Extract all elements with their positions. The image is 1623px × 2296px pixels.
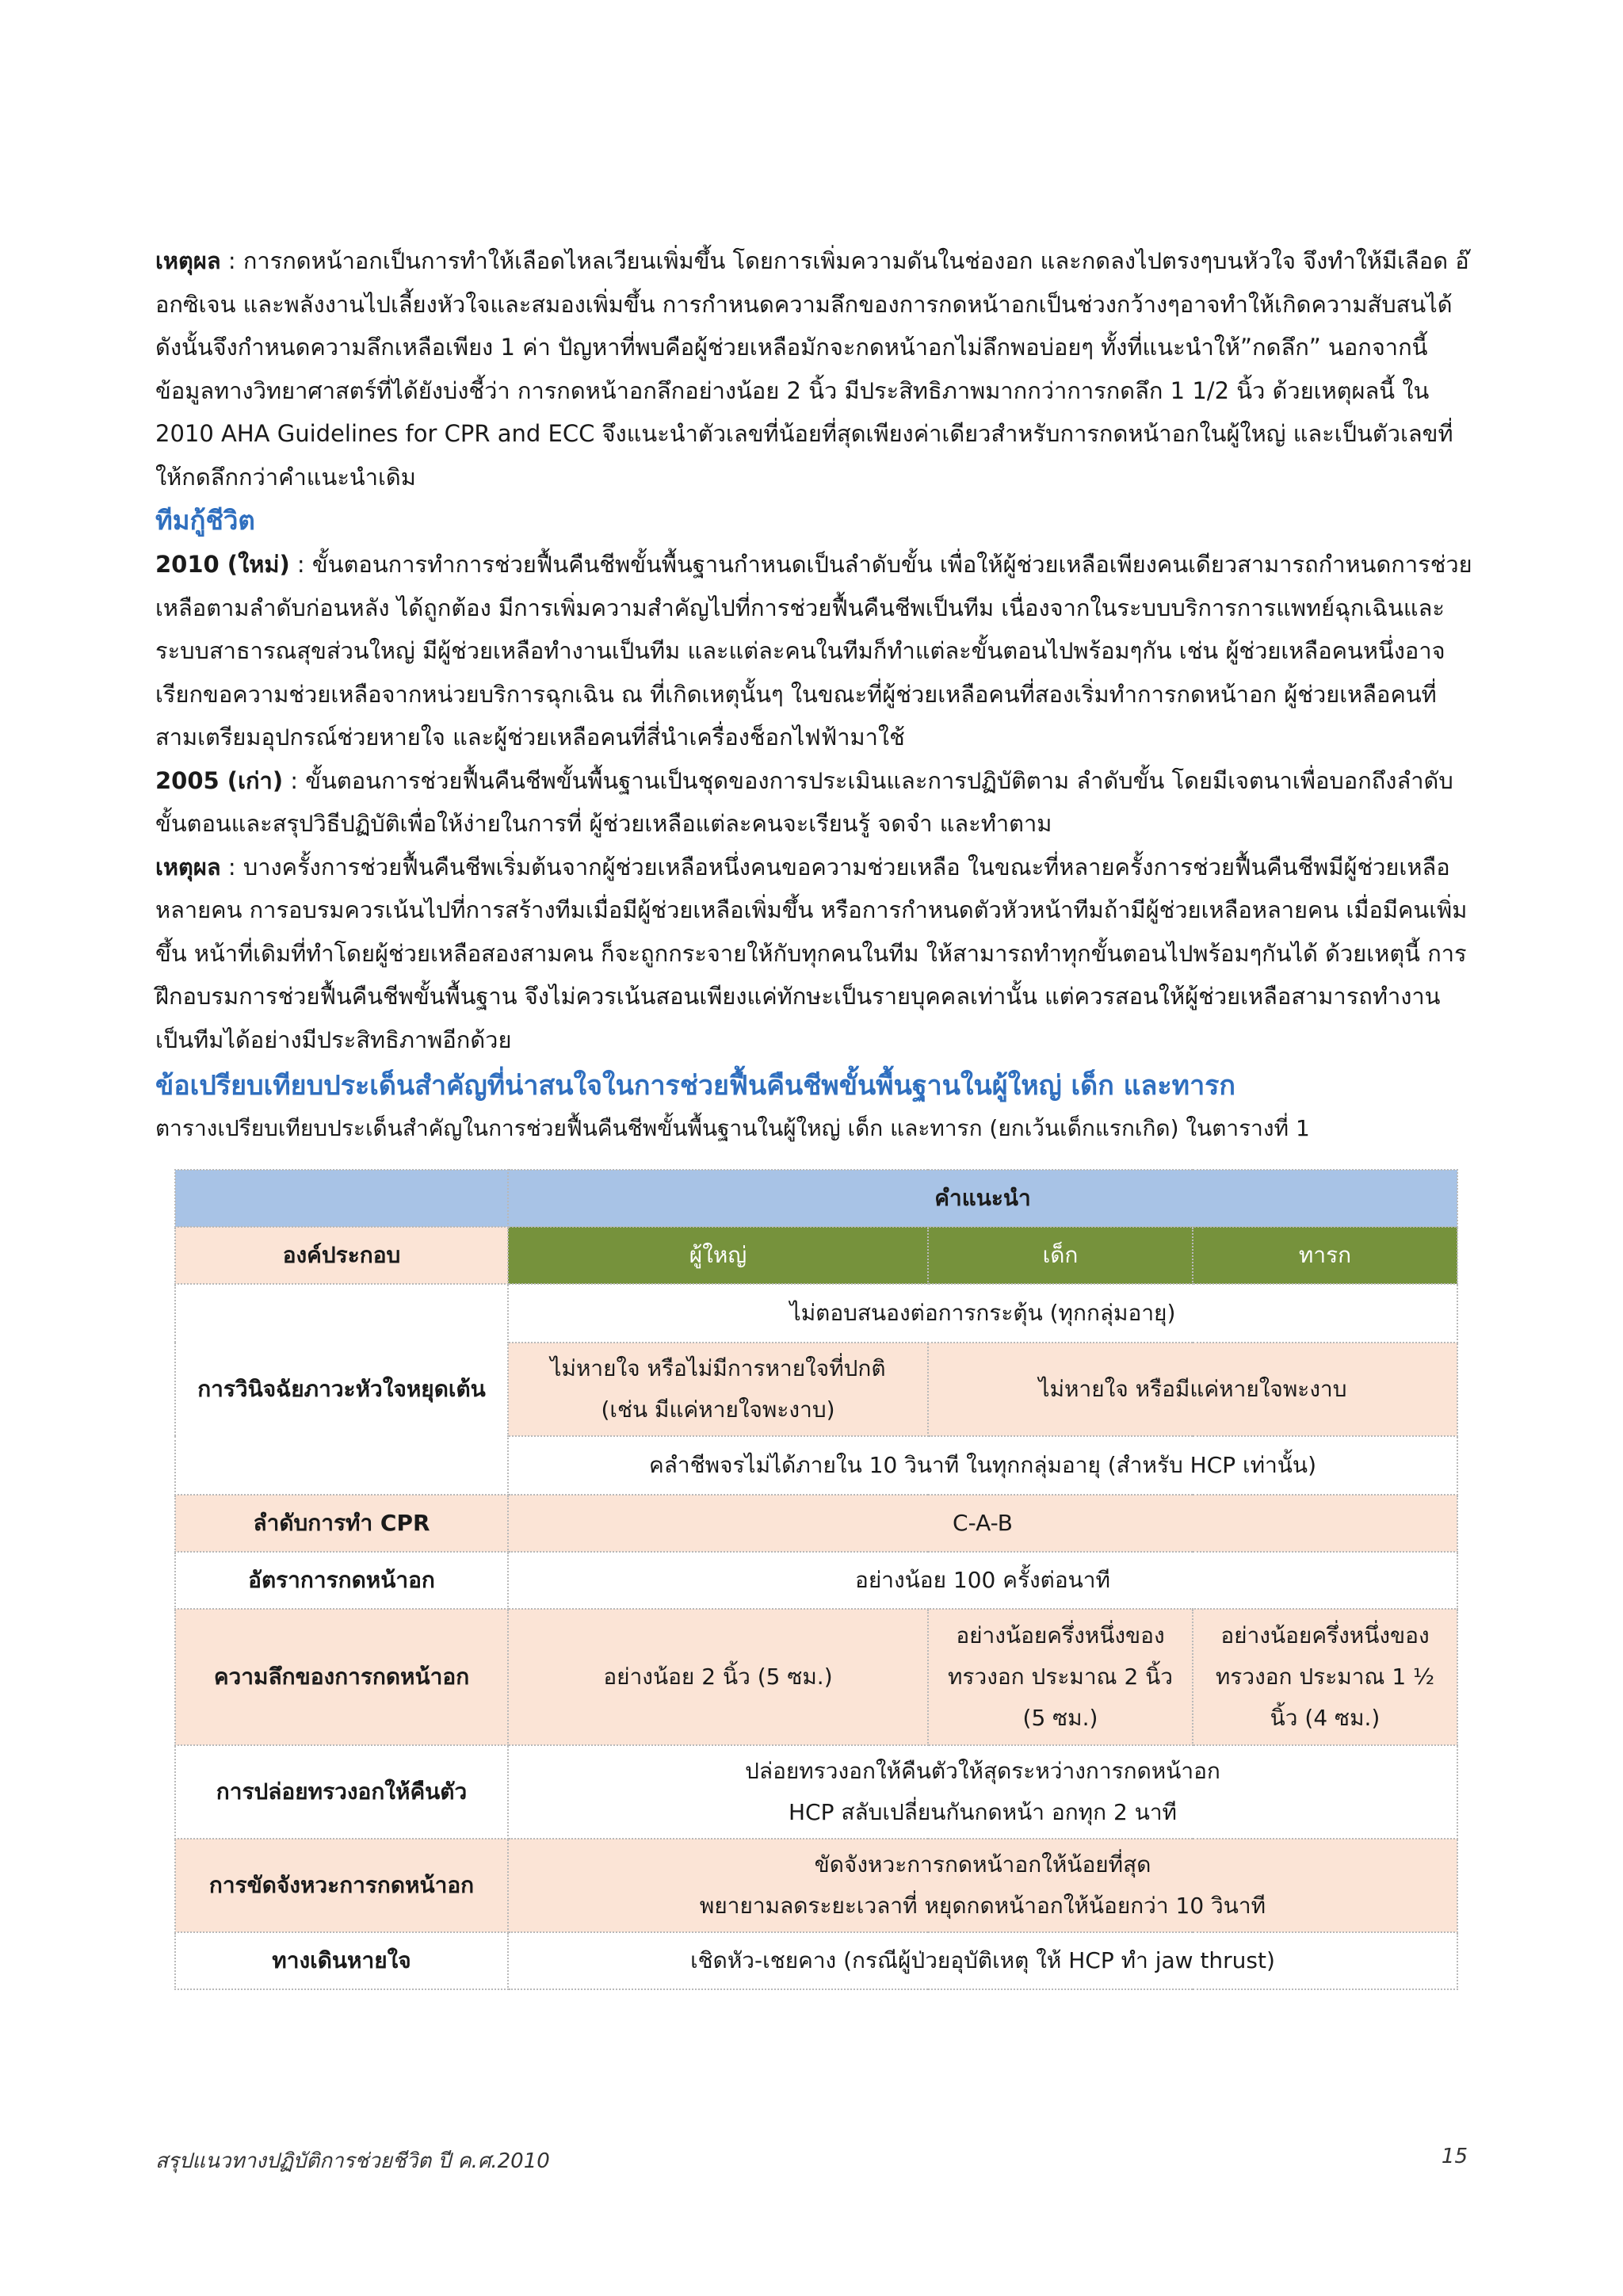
team-new-text: : ขั้นตอนการทำการช่วยฟื้นคืนชีพขั้นพื้นฐานกำหนดเป็นลำดับขั้น เพื่อให้ผู้ช่วยเหลือเพียงคนเดียวสามารถกำหนดการช่วยเหลือตามลำดับก่อนหลัง ได้ถูกต้อง มีการเพิ่มความสำคัญไปที่การช่วยฟื้นคืนชีพเป็นทีม เนื่องจากในระบบบริการการแพทย์ฉุกเฉินและระบบสาธารณสุขส่วนใหญ่ มีผู้ช่วยเหลือทำงานเป็นทีม และแต่ละคนในทีมก็ทำแต่ละขั้นตอนไปพร้อมๆกัน เช่น ผู้ช่วยเหลือคนหนึ่งอาจเรียกขอความช่วยเหลือจากหน่วยบริการฉุกเฉิน ณ ที่เกิดเหตุนั้นๆ ในขณะที่ผู้ช่วยเหลือคนที่สองเริ่มทำการกดหน้าอก ผู้ช่วยเหลือคนที่สามเตรียมอุปกรณ์ช่วยหายใจ และผู้ช่วยเหลือคนที่สี่นำเครื่องช็อกไฟฟ้ามาใช้	[155, 551, 1472, 751]
table-intro: ตารางเปรียบเทียบประเด็นสำคัญในการช่วยฟื้นคืนชีพขั้นพื้นฐานในผู้ใหญ่ เด็ก และทารก (ยกเว้นเด็กแรกเกิด) ในตารางที่ 1	[155, 1115, 1310, 1141]
interrupt-line2: พยายามลดระยะเวลาที่ หยุดกดหน้าอกให้น้อยกว่า 10 วินาที	[699, 1893, 1266, 1919]
row-label-rate: อัตราการกดหน้าอก	[175, 1552, 508, 1609]
comparison-table	[174, 1169, 1458, 1990]
header-component: องค์ประกอบ	[175, 1227, 508, 1284]
depth-child-line3: (5 ซม.)	[1022, 1705, 1098, 1731]
row-label-diagnosis: การวินิจฉัยภาวะหัวใจหยุดเต้น	[175, 1284, 508, 1495]
row-label-sequence: ลำดับการทำ CPR	[175, 1495, 508, 1552]
team-new-label: 2010 (ใหม่)	[155, 551, 290, 578]
recoil-line2: HCP สลับเปลี่ยนกันกดหน้า อกทุก 2 นาที	[788, 1799, 1178, 1825]
interrupt-value	[508, 1839, 1457, 1932]
header-adult: ผู้ใหญ่	[508, 1227, 928, 1284]
depth-adult: อย่างน้อย 2 นิ้ว (5 ซม.)	[508, 1609, 928, 1745]
airway-value: เชิดหัว-เชยคาง (กรณีผู้ป่วยอุบัติเหตุ ให้ HCP ทำ jaw thrust)	[508, 1932, 1457, 1989]
page-number: 15	[1441, 2145, 1468, 2168]
reason-label: เหตุผล	[155, 247, 221, 274]
team-old-paragraph	[155, 759, 1474, 846]
sequence-value: C-A-B	[508, 1495, 1457, 1552]
depth-child-line1: อย่างน้อยครึ่งหนึ่งของ	[956, 1622, 1165, 1648]
section-heading-compare: ข้อเปรียบเทียบประเด็นสำคัญที่น่าสนใจในการช่วยฟื้นคืนชีพขั้นพื้นฐานในผู้ใหญ่ เด็ก และทารก	[155, 1070, 1236, 1102]
team-reason-label: เหตุผล	[155, 853, 221, 881]
header-infant: ทารก	[1193, 1227, 1457, 1284]
table-corner-cell	[175, 1170, 508, 1227]
team-new-paragraph	[155, 543, 1474, 759]
footer-title: สรุปแนวทางปฏิบัติการช่วยชีวิต ปี ค.ศ.2010	[155, 2149, 550, 2173]
row-label-depth: ความลึกของการกดหน้าอก	[175, 1609, 508, 1745]
rate-value: อย่างน้อย 100 ครั้งต่อนาที	[508, 1552, 1457, 1609]
interrupt-line1: ขัดจังหวะการกดหน้าอกให้น้อยที่สุด	[814, 1851, 1151, 1878]
document-body	[155, 239, 1474, 1148]
depth-child	[928, 1609, 1193, 1745]
diagnosis-unresponsive: ไม่ตอบสนองต่อการกระตุ้น (ทุกกลุ่มอายุ)	[508, 1284, 1457, 1343]
diagnosis-breathing-child-infant: ไม่หายใจ หรือมีแค่หายใจพะงาบ	[928, 1343, 1457, 1436]
row-label-recoil: การปล่อยทรวงอกให้คืนตัว	[175, 1745, 508, 1839]
section-heading-team: ทีมกู้ชีวิต	[155, 505, 255, 536]
depth-infant-line1: อย่างน้อยครึ่งหนึ่งของ	[1220, 1622, 1430, 1648]
team-reason-paragraph	[155, 846, 1474, 1062]
team-reason-text: : บางครั้งการช่วยฟื้นคืนชีพเริ่มต้นจากผู้ช่วยเหลือหนึ่งคนขอความช่วยเหลือ ในขณะที่หลายครั้งการช่วยฟื้นคืนชีพมีผู้ช่วยเหลือหลายคน การอบรมควรเน้นไปที่การสร้างทีมเมื่อมีผู้ช่วยเหลือเพิ่มขึ้น หรือการกำหนดตัวหัวหน้าทีมถ้ามีผู้ช่วยเหลือหลายคน เมื่อมีคนเพิ่มขึ้น หน้าที่เดิมที่ทำโดยผู้ช่วยเหลือสองสามคน ก็จะถูกกระจายให้กับทุกคนในทีม ให้สามารถทำทุกขั้นตอนไปพร้อมๆกันได้ ด้วยเหตุนี้ การฝึกอบรมการช่วยฟื้นคืนชีพขั้นพื้นฐาน จึงไม่ควรเน้นสอนเพียงแค่ทักษะเป็นรายบุคคลเท่านั้น แต่ควรสอนให้ผู้ช่วยเหลือสามารถทำงานเป็นทีมได้อย่างมีประสิทธิภาพอีกด้วย	[155, 853, 1468, 1053]
diagnosis-breathing-adult	[508, 1343, 928, 1436]
depth-infant-line2: ทรวงอก ประมาณ 1 ½	[1215, 1664, 1435, 1690]
recoil-line1: ปล่อยทรวงอกให้คืนตัวให้สุดระหว่างการกดหน้าอก	[745, 1758, 1220, 1784]
reason-paragraph	[155, 239, 1474, 499]
depth-infant-line3: นิ้ว (4 ซม.)	[1270, 1705, 1381, 1731]
diagnosis-breathing-adult-line2: (เช่น มีแค่หายใจพะงาบ)	[601, 1396, 835, 1423]
row-label-airway: ทางเดินหายใจ	[175, 1932, 508, 1989]
team-old-text: : ขั้นตอนการช่วยฟื้นคืนชีพขั้นพื้นฐานเป็นชุดของการประเมินและการปฏิบัติตาม ลำดับขั้น โดยมีเจตนาเพื่อบอกถึงลำดับขั้นตอนและสรุปวิธีปฏิบัติเพื่อให้ง่ายในการที่ ผู้ช่วยเหลือแต่ละคนจะเรียนรู้ จดจำ และทำตาม	[155, 766, 1453, 837]
team-old-label: 2005 (เก่า)	[155, 766, 284, 794]
row-label-interrupt: การขัดจังหวะการกดหน้าอก	[175, 1839, 508, 1932]
depth-child-line2: ทรวงอก ประมาณ 2 นิ้ว	[947, 1664, 1174, 1690]
depth-infant	[1193, 1609, 1457, 1745]
diagnosis-breathing-adult-line1: ไม่หายใจ หรือไม่มีการหายใจที่ปกติ	[550, 1355, 886, 1381]
header-child: เด็ก	[928, 1227, 1193, 1284]
header-recommend: คำแนะนำ	[508, 1170, 1457, 1227]
recoil-value	[508, 1745, 1457, 1839]
diagnosis-pulse: คลำชีพจรไม่ได้ภายใน 10 วินาที ในทุกกลุ่มอายุ (สำหรับ HCP เท่านั้น)	[508, 1436, 1457, 1495]
reason-text: : การกดหน้าอกเป็นการทำให้เลือดไหลเวียนเพิ่มขึ้น โดยการเพิ่มความดันในช่องอก และกดลงไปตรงๆบนหัวใจ จึงทำให้มีเลือด อ๊อกซิเจน และพลังงานไปเลี้ยงหัวใจและสมองเพิ่มขึ้น การกำหนดความลึกของการกดหน้าอกเป็นช่วงกว้างๆอาจทำให้เกิดความสับสนได้ ดังนั้นจึงกำหนดความลึกเหลือเพียง 1 ค่า ปัญหาที่พบคือผู้ช่วยเหลือมักจะกดหน้าอกไม่ลึกพอบ่อยๆ ทั้งที่แนะนำให้”กดลึก” นอกจากนี้ ข้อมูลทางวิทยาศาสตร์ที่ได้ยังบ่งชี้ว่า การกดหน้าอกลึกอย่างน้อย 2 นิ้ว มีประสิทธิภาพมากกว่าการกดลึก 1 1/2 นิ้ว ด้วยเหตุผลนี้ ใน 2010 AHA Guidelines for CPR and ECC จึงแนะนำตัวเลขที่น้อยที่สุดเพียงค่าเดียวสำหรับการกดหน้าอกในผู้ใหญ่ และเป็นตัวเลขที่ให้กดลึกกว่าคำแนะนำเดิม	[155, 247, 1469, 491]
